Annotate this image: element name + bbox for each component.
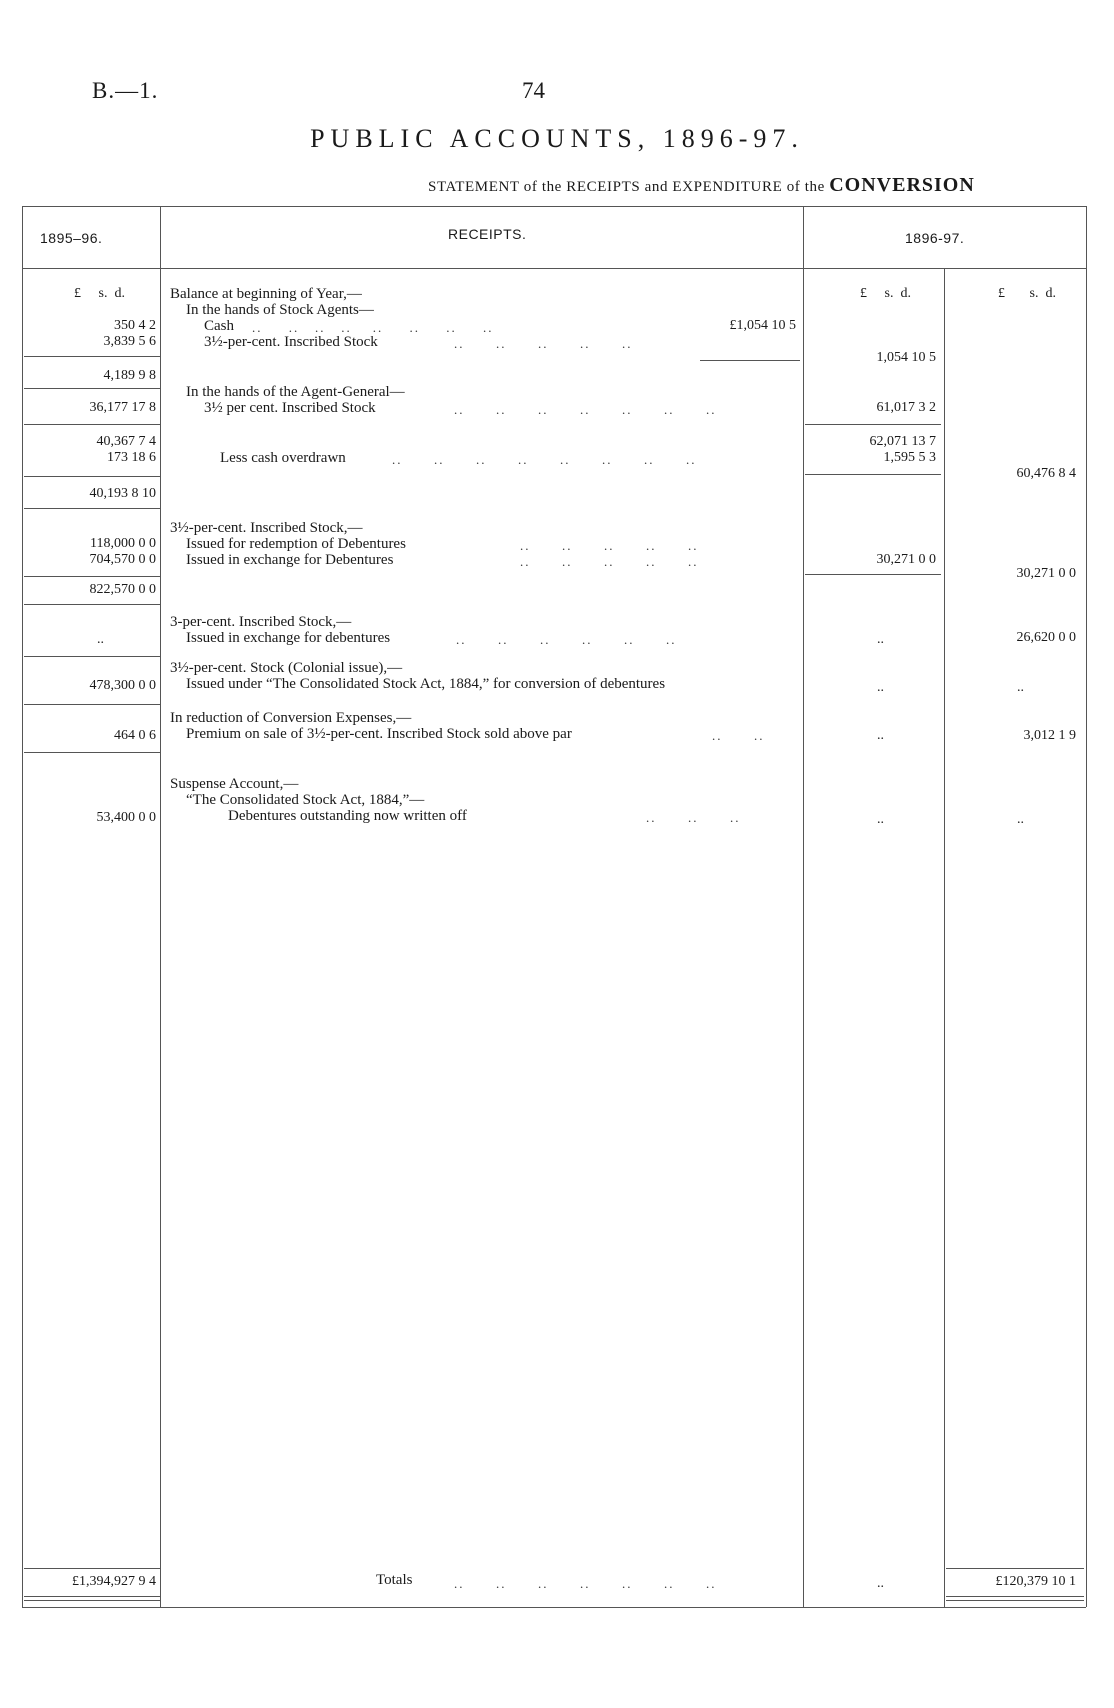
prev-balance-total: 40,367 7 4: [96, 434, 156, 449]
header-receipts: RECEIPTS.: [448, 226, 527, 242]
inner-colonial-issue: ..: [877, 680, 884, 695]
table-top-rule: [22, 206, 1086, 207]
page-number: 74: [522, 78, 545, 103]
colonial-issue-label: Issued under “The Consolidated Stock Act, 1884,” for conversion of debentures: [186, 676, 666, 692]
prev-stock-agents: 3,839 5 6: [103, 334, 156, 349]
cash-inline-rule: [700, 360, 800, 361]
prev-cash: 350 4 2: [114, 318, 156, 333]
prev-col-rule: [160, 206, 161, 1607]
outer-colonial-issue: ..: [1017, 680, 1024, 695]
curr-col-rule: [803, 206, 804, 1607]
table-left-rule: [22, 206, 23, 1607]
prev-subtotal-rule: [24, 356, 160, 357]
colonial-issue-heading: 3½-per-cent. Stock (Colonial issue),—: [170, 660, 403, 676]
prev-total: £1,394,927 9 4: [72, 1574, 156, 1589]
inner-stock-agents-total: 1,054 10 5: [876, 350, 936, 365]
inner-row4-rule: [805, 574, 941, 575]
inner-row2-rule: [805, 424, 941, 425]
outer-total: £120,379 10 1: [995, 1574, 1076, 1589]
agent-general-heading: In the hands of the Agent-General—: [186, 384, 405, 400]
header-prev-year: 1895–96.: [40, 230, 103, 246]
table-right-rule: [1086, 206, 1087, 1607]
prev-agent-general: 36,177 17 8: [89, 400, 156, 415]
prev-subtotal: 4,189 9 8: [103, 368, 156, 383]
prev-inscribed-stock-total: 822,570 0 0: [89, 582, 156, 597]
inscribed-stock-heading: 3½-per-cent. Inscribed Stock,—: [170, 520, 363, 536]
cash-inline-amount: £1,054 10 5: [729, 318, 796, 333]
balance-heading: Balance at beginning of Year,—: [170, 286, 362, 302]
units-prev: £ s. d.: [74, 286, 125, 301]
prev-balance-net: 40,193 8 10: [89, 486, 156, 501]
prev-suspense: 53,400 0 0: [96, 810, 156, 825]
exchange-label: Issued in exchange for Debentures: [186, 552, 394, 568]
subtitle-emphasis: CONVERSION: [829, 174, 975, 196]
prev-row4b-rule: [24, 604, 160, 605]
prev-less-overdrawn: 173 18 6: [107, 450, 156, 465]
inner-suspense: ..: [877, 812, 884, 827]
prev-row2-rule: [24, 424, 160, 425]
prev-row6-rule: [24, 704, 160, 705]
totals-label: Totals: [376, 1572, 413, 1588]
outer-totals-top-rule: [946, 1568, 1084, 1569]
outer-totals-rule-1: [946, 1596, 1084, 1597]
stock-agents-subheading: In the hands of Stock Agents—: [186, 302, 374, 318]
prev-redemption: 118,000 0 0: [90, 536, 156, 551]
prev-totals-top-rule: [24, 1568, 160, 1569]
prev-row3-rule: [24, 476, 160, 477]
inner-exchange: 30,271 0 0: [876, 552, 936, 567]
prev-row4-rule: [24, 576, 160, 577]
outer-balance-net: 60,476 8 4: [1016, 466, 1076, 481]
units-inner: £ s. d.: [860, 286, 911, 301]
prev-exchange: 704,570 0 0: [89, 552, 156, 567]
agent-general-stock-label: 3½ per cent. Inscribed Stock: [204, 400, 376, 416]
three-percent-heading: 3-per-cent. Inscribed Stock,—: [170, 614, 352, 630]
premium-label: Premium on sale of 3½-per-cent. Inscribed Stock sold above par: [186, 726, 572, 742]
debentures-written-off-label: Debentures outstanding now written off: [228, 808, 467, 824]
statement-subtitle: [428, 174, 975, 197]
outer-inscribed-stock: 30,271 0 0: [1016, 566, 1076, 581]
suspense-heading: Suspense Account,—: [170, 776, 299, 792]
inner-three-percent: ..: [877, 632, 884, 647]
cash-label: Cash: [204, 318, 234, 334]
redemption-label: Issued for redemption of Debentures: [186, 536, 406, 552]
less-cash-overdrawn-label: Less cash overdrawn: [220, 450, 346, 466]
prev-row3b-rule: [24, 508, 160, 509]
page-title: PUBLIC ACCOUNTS, 1896-97.: [310, 124, 804, 153]
outer-totals-rule-2: [946, 1600, 1084, 1601]
prev-row7-rule: [24, 752, 160, 753]
suspense-act-label: “The Consolidated Stock Act, 1884,”—: [186, 792, 425, 808]
inner-col-rule: [944, 268, 945, 1607]
inner-total: ..: [877, 1576, 884, 1591]
inner-less-overdrawn: 1,595 5 3: [883, 450, 936, 465]
page-reference: B.—1.: [92, 78, 159, 103]
header-bottom-rule: [22, 268, 1086, 269]
inner-premium: ..: [877, 728, 884, 743]
units-outer: £ s. d.: [998, 286, 1056, 301]
prev-row5-rule: [24, 656, 160, 657]
conversion-expenses-heading: In reduction of Conversion Expenses,—: [170, 710, 412, 726]
inner-balance-total: 62,071 13 7: [869, 434, 936, 449]
prev-row1-rule: [24, 388, 160, 389]
inner-agent-general: 61,017 3 2: [876, 400, 936, 415]
table-bottom-rule: [22, 1607, 1086, 1608]
prev-totals-rule-1: [24, 1596, 160, 1597]
prev-colonial-issue: 478,300 0 0: [89, 678, 156, 693]
outer-three-percent: 26,620 0 0: [1016, 630, 1076, 645]
prev-three-percent: ..: [97, 632, 104, 647]
prev-premium: 464 0 6: [114, 728, 156, 743]
header-curr-year: 1896-97.: [905, 230, 965, 246]
outer-premium: 3,012 1 9: [1023, 728, 1076, 743]
three-percent-exchange-label: Issued in exchange for debentures: [186, 630, 391, 646]
stock-agents-stock-label: 3½-per-cent. Inscribed Stock: [204, 334, 378, 350]
outer-suspense: ..: [1017, 812, 1024, 827]
subtitle-prefix: STATEMENT of the RECEIPTS and EXPENDITURE of the: [428, 179, 825, 195]
inner-row3-rule: [805, 474, 941, 475]
prev-totals-rule-2: [24, 1600, 160, 1601]
